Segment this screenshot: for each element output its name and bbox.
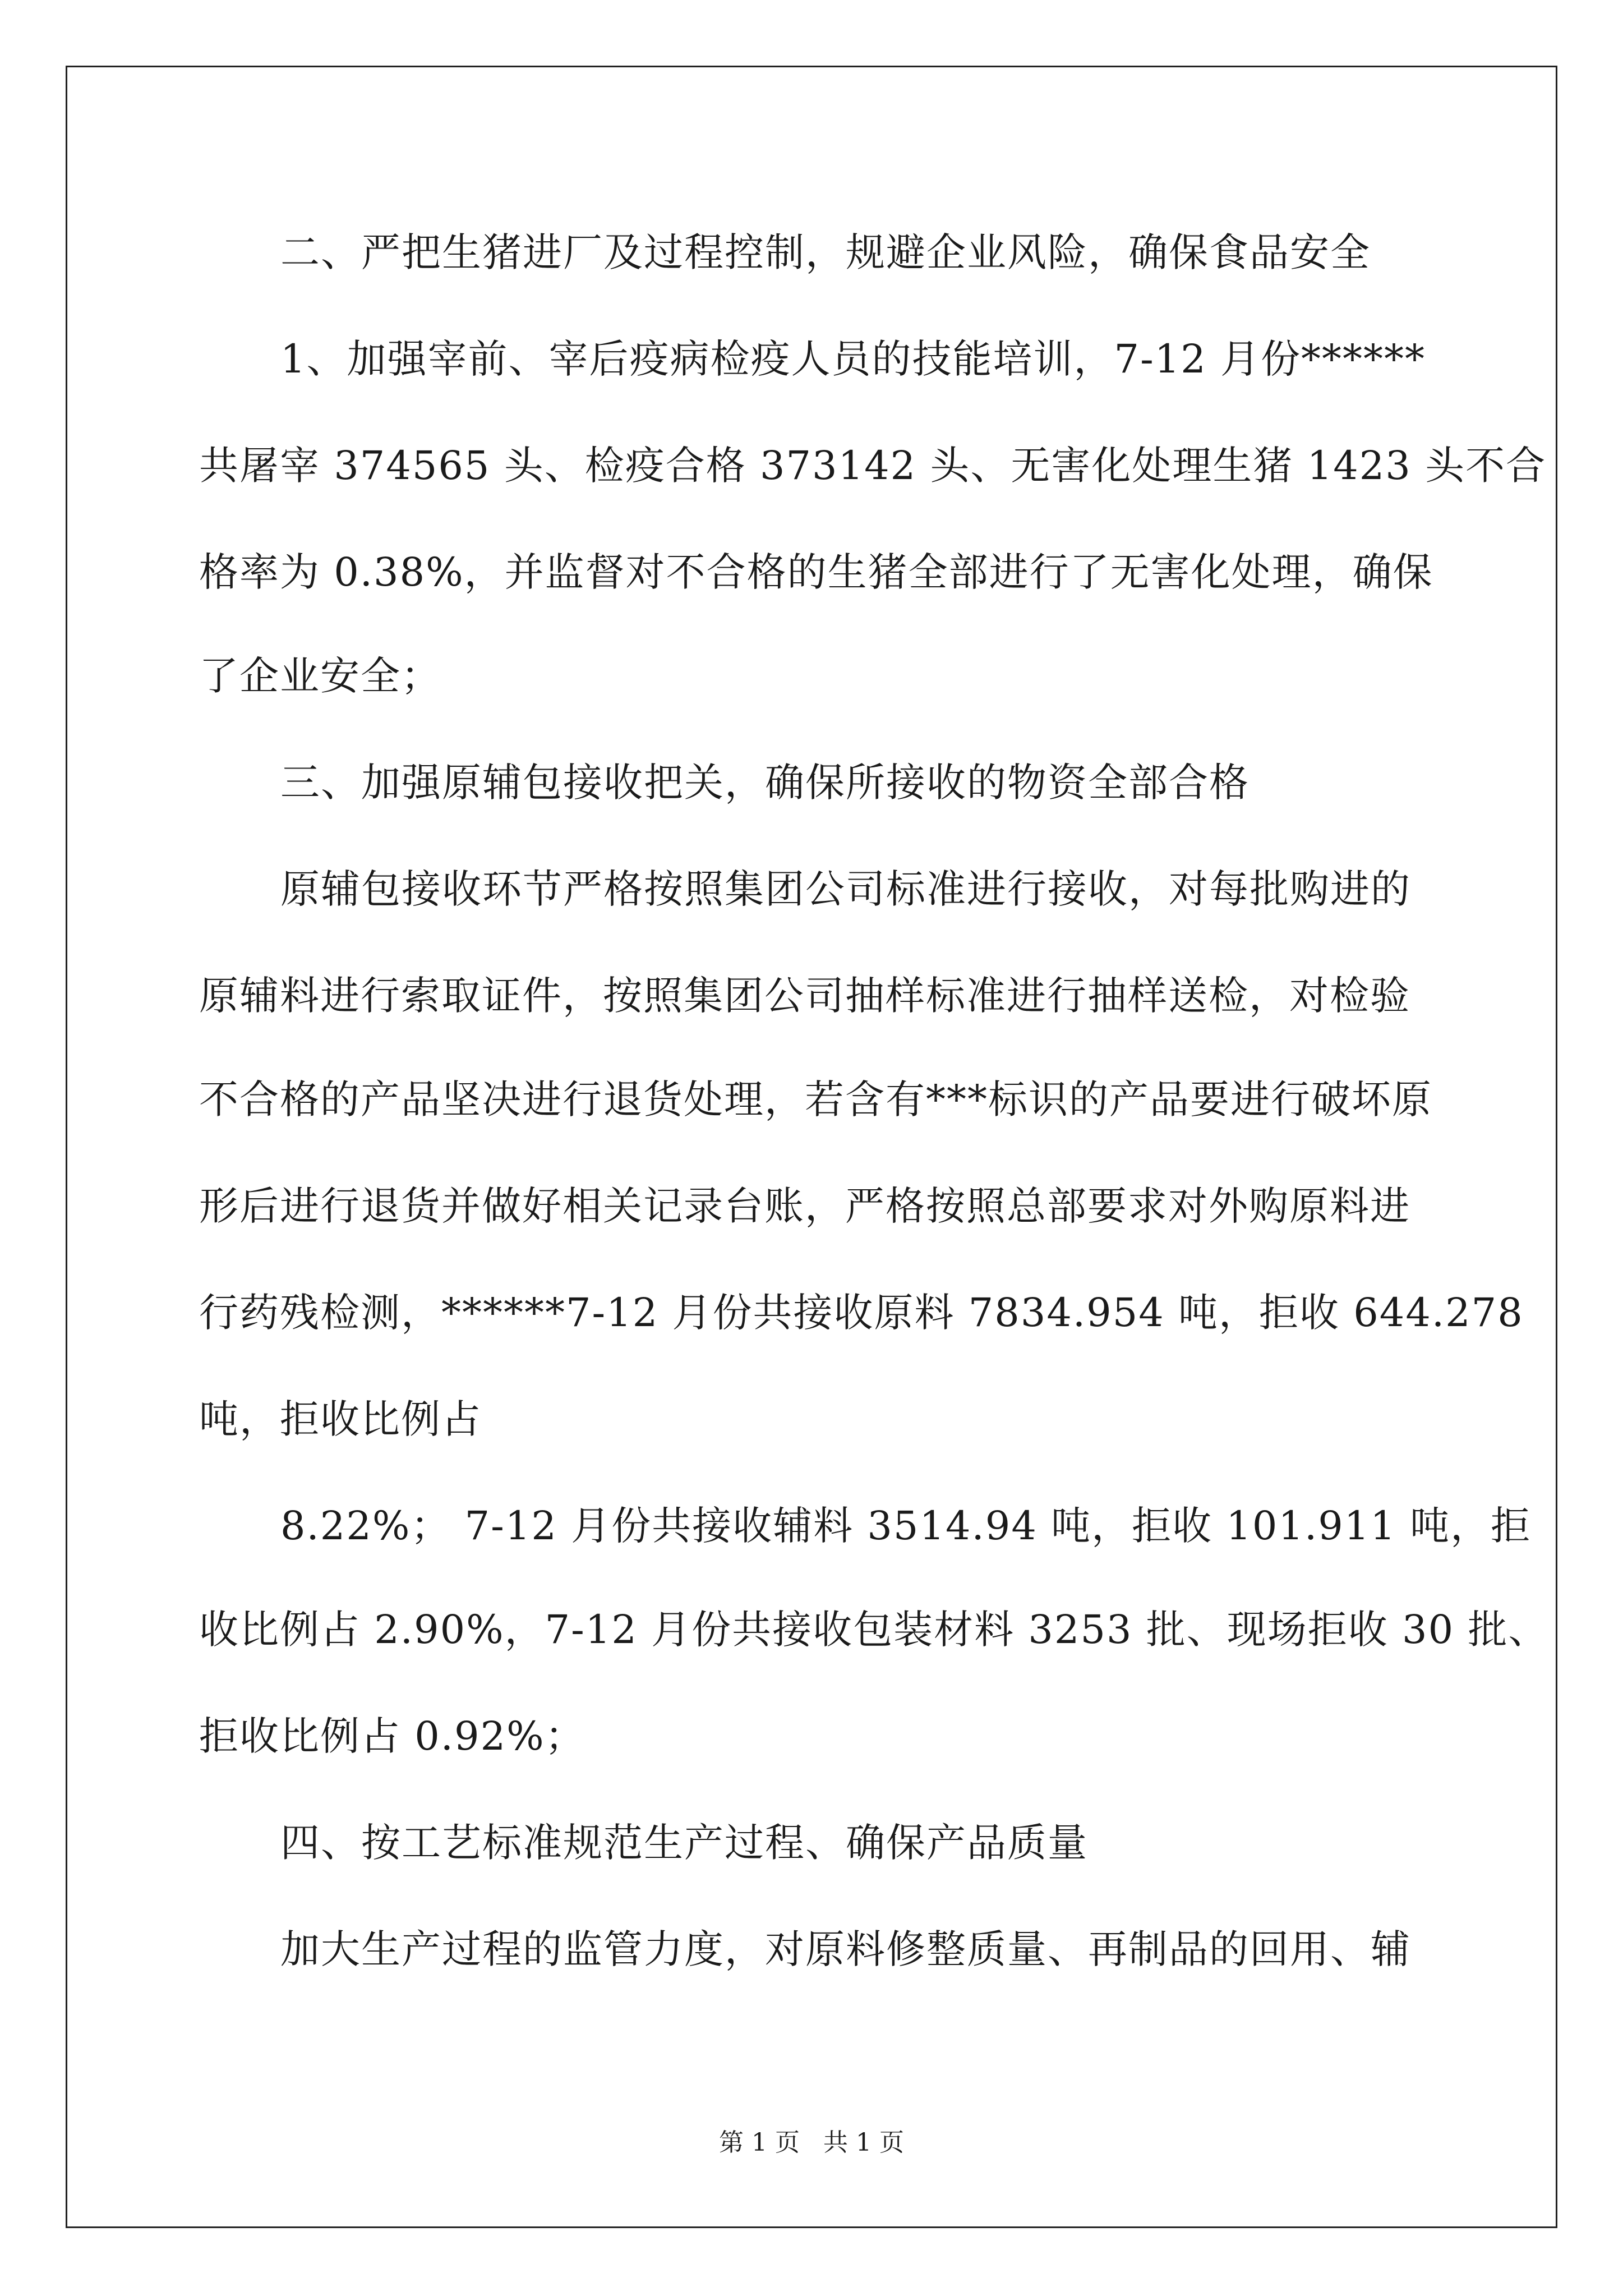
paragraph-line: 共屠宰 374565 头、检疫合格 373142 头、无害化处理生猪 1423 头不合: [199, 443, 1547, 489]
paragraph-line: 行药残检测，******7-12 月份共接收原料 7834.954 吨，拒收 644.278: [199, 1290, 1524, 1336]
page-border: [66, 66, 1557, 2228]
paragraph-line: 格率为 0.38%，并监督对不合格的生猪全部进行了无害化处理，确保: [199, 549, 1433, 595]
section-heading-2: 二、严把生猪进厂及过程控制，规避企业风险，确保食品安全: [280, 229, 1371, 275]
paragraph-line: 加大生产过程的监管力度，对原料修整质量、再制品的回用、辅: [280, 1926, 1411, 1972]
paragraph-line: 吨，拒收比例占: [199, 1396, 482, 1442]
paragraph-line: 原辅料进行索取证件，按照集团公司抽样标准进行抽样送检，对检验: [199, 973, 1410, 1019]
paragraph-line: 了企业安全；: [199, 653, 441, 699]
paragraph-line: 不合格的产品坚决进行退货处理，若含有***标识的产品要进行破坏原: [199, 1076, 1432, 1122]
paragraph-line: 形后进行退货并做好相关记录台账，严格按照总部要求对外购原料进: [199, 1183, 1410, 1229]
section-heading-3: 三、加强原辅包接收把关，确保所接收的物资全部合格: [280, 760, 1249, 806]
section-heading-4: 四、按工艺标准规范生产过程、确保产品质量: [280, 1820, 1088, 1866]
paragraph-line: 原辅包接收环节严格按照集团公司标准进行接收，对每批购进的: [280, 866, 1411, 912]
page-footer: 第 1 页 共 1 页: [719, 2128, 904, 2157]
paragraph-line: 拒收比例占 0.92%；: [199, 1713, 585, 1759]
paragraph-line: 8.22%； 7-12 月份共接收辅料 3514.94 吨，拒收 101.911 吨，拒: [280, 1503, 1532, 1549]
paragraph-line: 1、加强宰前、宰后疫病检疫人员的技能培训，7-12 月份******: [280, 336, 1426, 382]
paragraph-line: 收比例占 2.90%，7-12 月份共接收包装材料 3253 批、现场拒收 30 批、: [199, 1607, 1549, 1653]
